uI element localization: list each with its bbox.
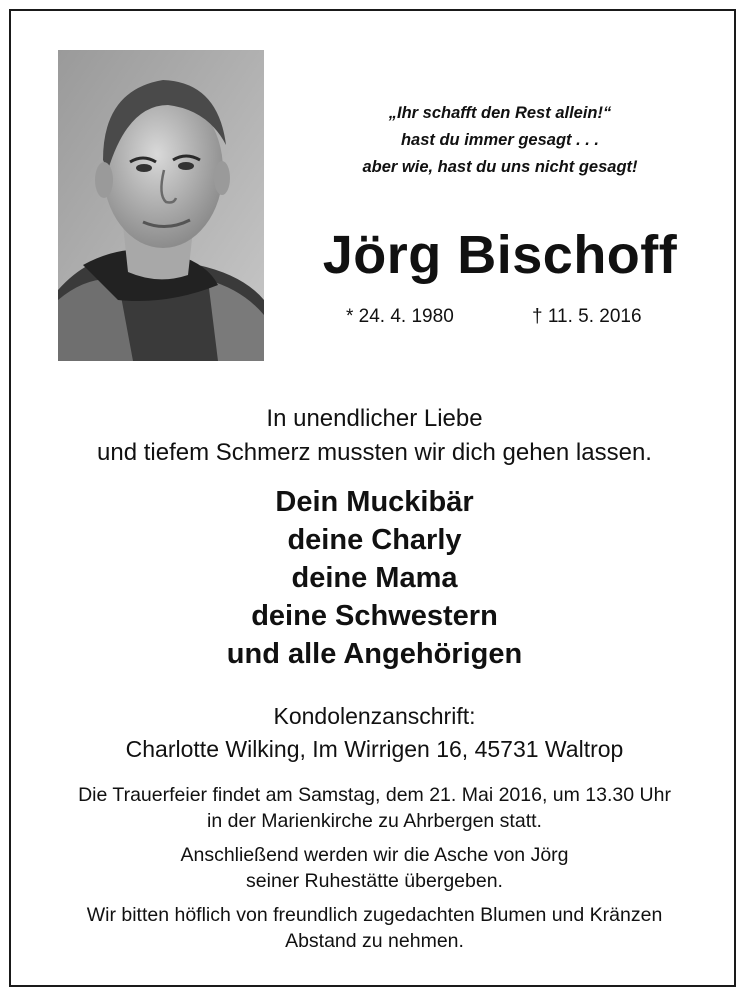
request-line: Wir bitten höflich von freundlich zugedachten Blumen und Kränzen (86, 904, 663, 926)
quote-line: „Ihr schafft den Rest allein!“ (388, 104, 612, 122)
funeral-line: in der Marienkirche zu Ahrbergen statt. (207, 810, 542, 832)
signer: deine Mama (291, 562, 458, 594)
intro-text (0, 402, 749, 470)
funeral-notices (0, 782, 749, 954)
condolence-address (0, 700, 749, 766)
signer: Dein Muckibär (275, 486, 474, 518)
death-date: † 11. 5. 2016 (532, 306, 642, 327)
funeral-line: Die Trauerfeier findet am Samstag, dem 21. Mai 2016, um 13.30 Uhr (78, 784, 671, 806)
quote (335, 100, 665, 181)
condolence-address-line: Charlotte Wilking, Im Wirrigen 16, 45731 Waltrop (125, 736, 624, 762)
portrait-photo (58, 50, 264, 361)
burial-line: Anschließend werden wir die Asche von Jörg (180, 844, 569, 866)
birth-date: * 24. 4. 1980 (346, 306, 454, 327)
signer: deine Charly (287, 524, 462, 556)
portrait-photo-graphic (58, 50, 264, 361)
intro-line: und tiefem Schmerz mussten wir dich gehen lassen. (97, 439, 652, 466)
signer: und alle Angehörigen (226, 638, 523, 670)
burial-line: seiner Ruhestätte übergeben. (246, 870, 503, 892)
signer: deine Schwestern (251, 600, 498, 632)
intro-line: In unendlicher Liebe (266, 405, 483, 432)
deceased-name: Jörg Bischoff (322, 225, 678, 285)
request-line: Abstand zu nehmen. (285, 930, 464, 952)
quote-line: aber wie, hast du uns nicht gesagt! (362, 158, 638, 176)
quote-line: hast du immer gesagt . . . (400, 131, 600, 149)
condolence-heading: Kondolenzanschrift: (273, 703, 476, 729)
signers-list (0, 483, 749, 673)
